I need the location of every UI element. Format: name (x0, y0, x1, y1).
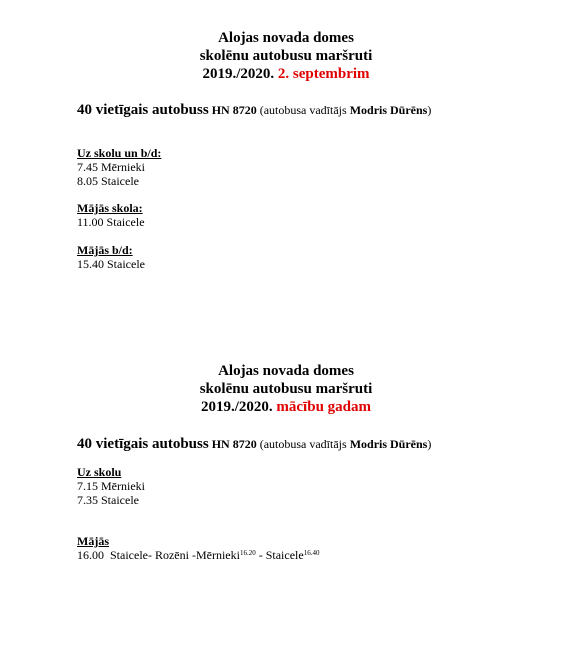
schedule-title-2 (0, 362, 572, 416)
section-header: Uz skolu (77, 465, 122, 479)
driver-suffix: ) (427, 437, 432, 451)
route-row: 7.35 Staicele (77, 493, 139, 507)
route-stops: Staicele- Rozēni -Mērnieki (110, 548, 240, 562)
title-line-2: skolēnu autobusu maršruti (199, 381, 373, 397)
title-line-1: Alojas novada domes (218, 30, 354, 46)
route-section (77, 146, 161, 188)
title-year: 2019./2020. (200, 399, 273, 415)
route-section (77, 201, 145, 229)
title-line-2: skolēnu autobusu maršruti (199, 48, 373, 64)
section-header: Mājās (77, 534, 109, 548)
route-section (77, 243, 145, 271)
section-header: Uz skolu un b/d: (77, 146, 162, 160)
bus-number: HN 8720 (211, 103, 257, 117)
driver-suffix: ) (427, 103, 432, 117)
driver-prefix: (autobusa vadītājs (259, 437, 347, 451)
title-line-1: Alojas novada domes (218, 363, 354, 379)
title-line-3 (0, 398, 572, 416)
bus-label: 40 vietīgais autobuss (77, 436, 209, 452)
stop-time: 16.40 (303, 549, 320, 557)
route-row: 8.05 Staicele (77, 174, 139, 188)
schedule-title-1 (0, 29, 572, 83)
route-row: 11.00 Staicele (77, 215, 145, 229)
title-line-3 (0, 65, 572, 83)
stop-time: 16.20 (239, 549, 256, 557)
bus-info-1 (77, 102, 431, 119)
route-row: 7.45 Mērnieki (77, 160, 145, 174)
route-row (77, 548, 319, 562)
bus-label: 40 vietīgais autobuss (77, 102, 209, 118)
route-row: 7.15 Mērnieki (77, 479, 145, 493)
route-row: 15.40 Staicele (77, 257, 145, 271)
bus-info-2 (77, 436, 431, 453)
title-year: 2019./2020. (202, 66, 275, 82)
route-section (77, 465, 145, 507)
section-header: Mājās skola: (77, 201, 143, 215)
bus-number: HN 8720 (211, 437, 257, 451)
driver-name: Modris Dūrēns (349, 103, 428, 117)
route-time: 16.00 (77, 548, 104, 562)
section-header: Mājās b/d: (77, 243, 133, 257)
driver-prefix: (autobusa vadītājs (259, 103, 347, 117)
title-date: mācību gadam (276, 399, 371, 415)
route-stops: - Staicele (255, 548, 304, 562)
driver-name: Modris Dūrēns (349, 437, 428, 451)
title-date: 2. septembrim (277, 66, 370, 82)
route-section (77, 534, 319, 562)
